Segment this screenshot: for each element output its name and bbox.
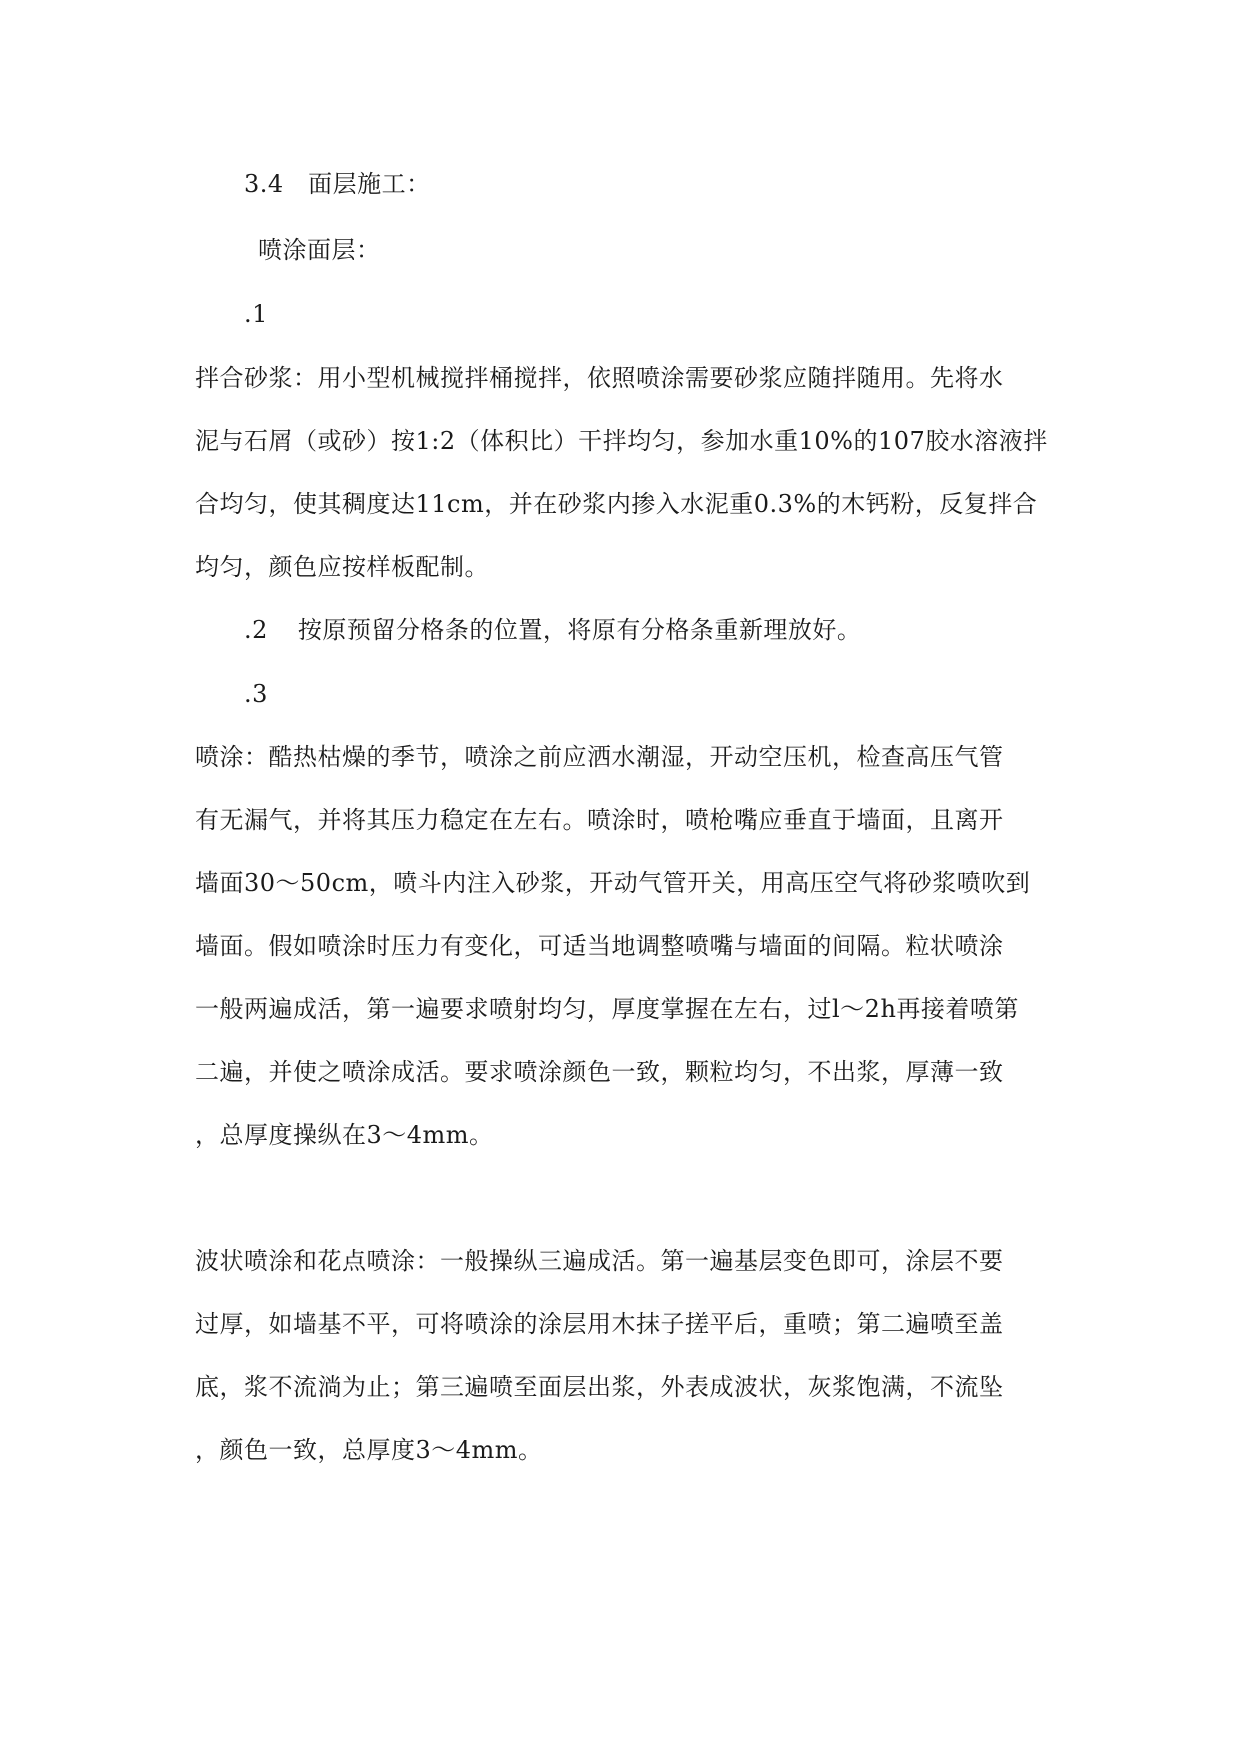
item-number: .2 [244,616,268,644]
paragraph-line: 拌合砂浆：用小型机械搅拌桶搅拌，依照喷涂需要砂浆应随拌随用。先将水 [195,364,1004,392]
paragraph-line: 墙面30～50cm，喷斗内注入砂浆，开动气管开关，用高压空气将砂浆喷吹到 [195,869,1031,897]
item-row [244,614,861,646]
paragraph-line: ，总厚度操纵在3～4mm。 [195,1121,494,1149]
paragraph-line: 泥与石屑（或砂）按1:2（体积比）干拌均匀，参加水重10%的107胶水溶液拌 [195,427,1048,455]
paragraph-line: 均匀，颜色应按样板配制。 [195,553,489,581]
paragraph-line: 一般两遍成活，第一遍要求喷射均匀，厚度掌握在左右，过l～2h再接着喷第 [195,995,1019,1023]
item-number: .1 [244,300,268,328]
item-number: .3 [244,680,268,708]
item-text: 按原预留分格条的位置，将原有分格条重新理放好。 [297,616,862,644]
paragraph-line: 二遍，并使之喷涂成活。要求喷涂颜色一致，颗粒均匀，不出浆，厚薄一致 [195,1058,1004,1086]
paragraph-line: 过厚，如墙基不平，可将喷涂的涂层用木抹子搓平后，重喷；第二遍喷至盖 [195,1310,1004,1338]
section-subheading: 喷涂面层： [258,236,381,264]
paragraph-line: 墙面。假如喷涂时压力有变化，可适当地调整喷嘴与墙面的间隔。粒状喷涂 [195,932,1004,960]
paragraph-line: 有无漏气，并将其压力稳定在左右。喷涂时，喷枪嘴应垂直于墙面，且离开 [195,806,1004,834]
paragraph-line: ，颜色一致，总厚度3～4mm。 [195,1436,543,1464]
paragraph-line: 底，浆不流淌为止；第三遍喷至面层出浆，外表成波状，灰浆饱满，不流坠 [195,1373,1004,1401]
paragraph-line: 合均匀，使其稠度达11cm，并在砂浆内掺入水泥重0.3%的木钙粉，反复拌合 [195,490,1038,518]
paragraph-line: 波状喷涂和花点喷涂：一般操纵三遍成活。第一遍基层变色即可，涂层不要 [195,1247,1004,1275]
paragraph-line: 喷涂：酷热枯燥的季节，喷涂之前应洒水潮湿，开动空压机，检查高压气管 [195,743,1004,771]
section-heading: 3.4 面层施工： [244,170,431,198]
